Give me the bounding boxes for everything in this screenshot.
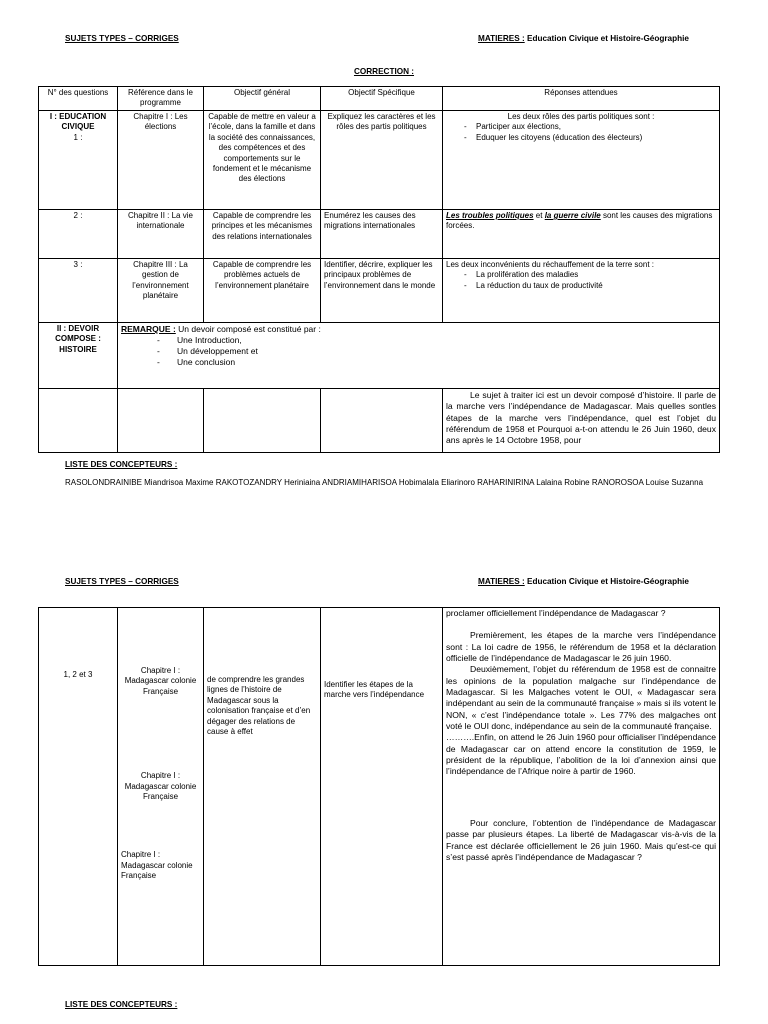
page2-header-left: SUJETS TYPES – CORRIGES — [65, 577, 179, 586]
correction-table — [38, 86, 720, 453]
continuation-table — [38, 607, 720, 966]
general-objective: Capable de comprendre les problèmes actuels de l’environnement planétaire — [204, 259, 321, 323]
table-row — [39, 608, 720, 966]
col-header: Référence dans le programme — [118, 87, 204, 111]
table-header-row — [39, 87, 720, 111]
col-header: Objectif général — [204, 87, 321, 111]
intro-text: Le sujet à traiter ici est un devoir composé d’histoire. Il parle de la marche vers l’indépendance de Madagascar. Mais quelles sontles étapes de la marche vers l’indépendance, quel est l’objet du référendum de 1958 et Pourquoi a-t-on attendu le 26 Juin 1960, deux ans après le 14 Octobre 1958, pour — [443, 389, 720, 453]
col-header: N° des questions — [39, 87, 118, 111]
programme-reference: Chapitre II : La vie internationale — [118, 210, 204, 259]
table-row — [39, 111, 720, 210]
specific-objective: Expliquez les caractères et les rôles des partis politiques — [321, 111, 443, 210]
correction-title: CORRECTION : — [353, 67, 415, 76]
expected-answer: Les deux inconvénients du réchauffement de la terre sont : - La prolifération des maladies - La réduction du taux de productivité — [443, 259, 720, 323]
page1-header-left: SUJETS TYPES – CORRIGES — [65, 34, 179, 43]
col-header: Objectif Spécifique — [321, 87, 443, 111]
specific-objective: Identifier les étapes de la marche vers l’indépendance — [321, 608, 443, 966]
general-objective: Capable de mettre en valeur a l’école, dans la famille et dans la société des connaissances, des compétences et des comportements sur le fondement et le mécanisme des élections — [204, 111, 321, 210]
page2-header-right: MATIERES : Education Civique et Histoire-Géographie — [478, 577, 689, 586]
expected-answer: Les deux rôles des partis politiques sont : - Participer aux élections, - Eduquer les citoyens (éducation des électeurs) — [443, 111, 720, 210]
empty-cell — [204, 389, 321, 453]
concepteurs-title: LISTE DES CONCEPTEURS : — [65, 460, 178, 469]
question-number: 2 : — [39, 210, 118, 259]
expected-answer: proclamer officiellement l’indépendance de Madagascar ? Premièrement, les étapes de la marche vers l’indépendance sont : La loi cadre de 1956, le référendum de 1958 et la déclaration officielle de l’indépendance de Madagascar le 26 juin 1960. Deuxièmement, l’objet du référendum de 1958 est de connaitre les opinions de la population malgache sur l’indépendance de Madagascar. Si les Malgaches votent le OUI, « Madagascar sera indépendant au sein de la communauté française » mais si ils votent le NON, « c’est l’indépendance totale ». Les 77% des malgaches ont voté le OUI donc, indépendance au sein de la communauté française. ……….Enfin, on attend le 26 Juin 1960 pour officialiser l’indépendance de Madagascar car on attend encore la constitution de 1959, le président de la république, l’abolition de la loi d’annexion ainsi que l’indépendance de l’Afrique noire à partir de 1960. Pour conclure, l’obtention de l’indépendance de Madagascar passe par plusieurs étapes. La liberté de Madagascar vis-à-vis de la France est déclarée officiellement le 26 juin 1960. Mais qu’est-ce qui s’est passé après l’indépendance de Madagascar ? — [443, 608, 720, 966]
col-header: Réponses attendues — [443, 87, 720, 111]
table-row — [39, 323, 720, 389]
programme-reference: Chapitre III : La gestion de l’environnement planétaire — [118, 259, 204, 323]
general-objective: Capable de comprendre les principes et les mécanismes des relations internationales — [204, 210, 321, 259]
question-number: 1, 2 et 3 — [39, 608, 118, 966]
empty-cell — [118, 389, 204, 453]
specific-objective: Identifier, décrire, expliquer les principaux problèmes de l’environnement dans le monde — [321, 259, 443, 323]
remark-cell: REMARQUE : Un devoir composé est constitué par : - Une Introduction, - Un développement et - Une conclusion — [118, 323, 720, 389]
table-row — [39, 389, 720, 453]
programme-reference: Chapitre I : Les élections — [118, 111, 204, 210]
general-objective: de comprendre les grandes lignes de l’histoire de Madagascar sous la colonisation française et d’en dégager des relations de cause à effet — [204, 608, 321, 966]
concepteurs-title-page2: LISTE DES CONCEPTEURS : — [65, 1000, 178, 1009]
table-row — [39, 259, 720, 323]
question-number: 3 : — [39, 259, 118, 323]
empty-cell — [39, 389, 118, 453]
table-row — [39, 210, 720, 259]
question-number: I : EDUCATION CIVIQUE 1 : — [39, 111, 118, 210]
expected-answer: Les troubles politiques et la guerre civile sont les causes des migrations forcées. — [443, 210, 720, 259]
question-number: II : DEVOIR COMPOSE : HISTOIRE — [39, 323, 118, 389]
specific-objective: Enumérez les causes des migrations internationales — [321, 210, 443, 259]
concepteurs-names: RASOLONDRAINIBE Miandrisoa Maxime RAKOTOZANDRY Heriniaina ANDRIAMIHARISOA Hobimalala Eliarinoro RAHARINIRINA Lalaina Robine RANOROSOA Louise Suzanna — [65, 478, 704, 487]
page1-header-right: MATIERES : Education Civique et Histoire-Géographie — [478, 34, 689, 43]
programme-reference: Chapitre I : Madagascar colonie Française Chapitre I : Madagascar colonie Française Chapitre I : Madagascar colonie Française — [118, 608, 204, 966]
empty-cell — [321, 389, 443, 453]
